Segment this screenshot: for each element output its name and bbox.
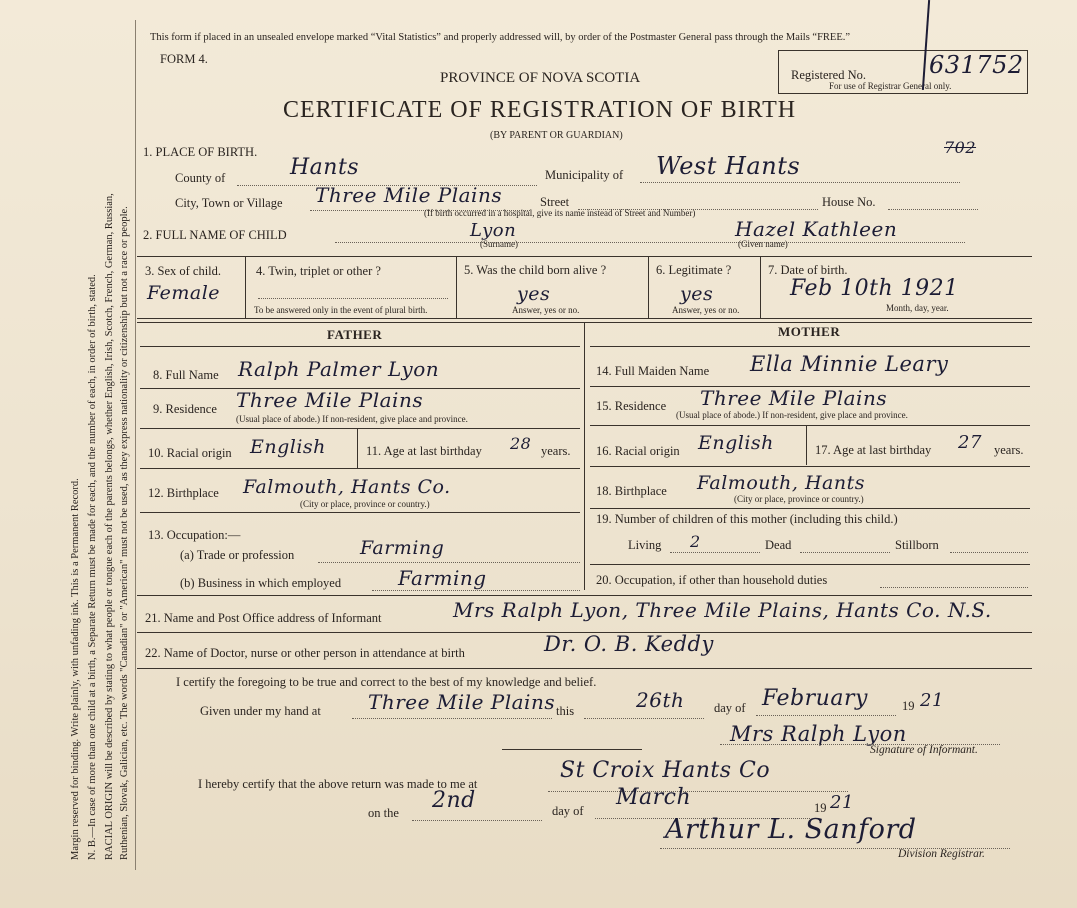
registrar-place-value: St Croix Hants Co xyxy=(560,758,771,783)
registration-box xyxy=(778,50,1028,94)
dob-value: Feb 10th 1921 xyxy=(790,276,959,301)
father-age-label: 11. Age at last birthday xyxy=(366,444,482,458)
row-rule xyxy=(140,346,580,347)
given-month-value: February xyxy=(762,686,868,711)
row-rule xyxy=(140,468,580,469)
col-rule xyxy=(456,256,457,318)
mother-age-label: 17. Age at last birthday xyxy=(815,443,932,457)
house-label: House No. xyxy=(822,195,876,209)
form-number: FORM 4. xyxy=(160,52,208,66)
mother-residence-label: 15. Residence xyxy=(596,399,667,413)
col-rule xyxy=(245,256,246,318)
business-line xyxy=(372,590,580,591)
surname-note: (Surname) xyxy=(480,239,518,249)
racial-note-b: Ruthenian, Slovak, Galician, etc. The words "Canadian" or "American" must not be used, as they express nationality or citizenship but not a race or people. xyxy=(119,206,130,860)
row-rule xyxy=(137,256,1032,257)
mother-name-label: 14. Full Maiden Name xyxy=(596,364,710,378)
living-line xyxy=(670,552,760,553)
province-heading: PROVINCE OF NOVA SCOTIA xyxy=(440,70,641,86)
mother-birthplace-note: (City or place, province or country.) xyxy=(734,494,864,504)
given-under-label: Given under my hand at xyxy=(200,704,321,718)
mother-age-value: 27 xyxy=(958,432,982,453)
day-line xyxy=(584,718,704,719)
center-rule xyxy=(584,322,585,590)
certificate-subtitle: (BY PARENT OR GUARDIAN) xyxy=(490,130,623,141)
dob-note: Month, day, year. xyxy=(886,303,949,313)
municipality-label: Municipality of xyxy=(545,168,624,182)
registrar-month-value: March xyxy=(616,785,692,810)
row-rule xyxy=(590,466,1030,467)
twin-label: 4. Twin, triplet or other ? xyxy=(256,264,381,278)
mother-birthplace-value: Falmouth, Hants xyxy=(697,472,865,494)
col-rule xyxy=(806,425,807,465)
father-name-value: Ralph Palmer Lyon xyxy=(238,357,440,381)
nb-note: N. B.—In case of more than one child at a birth, a Separate Return must be made for each, and the number of each, in order of birth, stated. xyxy=(87,274,98,860)
mother-birthplace-label: 18. Birthplace xyxy=(596,484,667,498)
given-day-label: day of xyxy=(714,701,746,715)
hospital-note: (If birth occurred in a hospital, give its name instead of Street and Number) xyxy=(424,208,696,218)
mother-name-value: Ella Minnie Leary xyxy=(750,352,949,376)
city-value: Three Mile Plains xyxy=(315,183,503,207)
place-of-birth-label: 1. PLACE OF BIRTH. xyxy=(143,145,258,159)
mother-race-value: English xyxy=(698,432,774,454)
row-rule xyxy=(590,346,1030,347)
father-race-value: English xyxy=(250,436,326,458)
given-day-value: 26th xyxy=(636,688,685,712)
street-label: Street xyxy=(540,195,570,209)
trade-line xyxy=(318,562,580,563)
informant-label: 21. Name and Post Office address of Informant xyxy=(145,611,382,625)
father-birthplace-note: (City or place, province or country.) xyxy=(300,499,430,509)
alive-note: Answer, yes or no. xyxy=(512,305,580,315)
row-rule xyxy=(137,595,1032,596)
legitimate-label: 6. Legitimate ? xyxy=(656,263,732,277)
row-rule xyxy=(137,318,1032,319)
given-year-value: 21 xyxy=(920,690,944,711)
binding-note: Margin reserved for binding. Write plainly, with unfading ink. This is a Permanent Record. xyxy=(70,478,81,860)
registrar-statement: I hereby certify that the above return was made to me at xyxy=(198,777,478,791)
legitimate-value: yes xyxy=(680,283,714,305)
business-value: Farming xyxy=(398,566,487,590)
mother-residence-note: (Usual place of abode.) If non-resident, give place and province. xyxy=(676,410,908,420)
father-race-label: 10. Racial origin xyxy=(148,446,232,460)
col-rule xyxy=(760,256,761,318)
given-name-note: (Given name) xyxy=(738,239,788,249)
child-name-label: 2. FULL NAME OF CHILD xyxy=(143,228,287,242)
dob-label: 7. Date of birth. xyxy=(768,263,848,277)
given-place-value: Three Mile Plains xyxy=(368,690,556,714)
given-place-line xyxy=(352,718,552,719)
city-label: City, Town or Village xyxy=(175,196,283,210)
registered-number: 631752 xyxy=(929,51,1024,79)
registrar-signature-label: Division Registrar. xyxy=(898,848,985,860)
father-residence-note: (Usual place of abode.) If non-resident, give place and province. xyxy=(236,414,468,424)
municipality-value: West Hants xyxy=(656,152,801,180)
child-name-line xyxy=(335,242,965,243)
house-line xyxy=(888,209,978,210)
stillborn-label: Stillborn xyxy=(895,538,939,552)
father-birthplace-value: Falmouth, Hants Co. xyxy=(243,476,451,498)
dead-label: Dead xyxy=(765,538,792,552)
father-heading: FATHER xyxy=(327,327,383,342)
registrar-year-value: 21 xyxy=(830,792,854,813)
business-label: (b) Business in which employed xyxy=(180,576,342,590)
row-rule xyxy=(137,668,1032,669)
mother-age-unit: years. xyxy=(994,443,1024,457)
child-given-name: Hazel Kathleen xyxy=(735,217,898,241)
mother-occupation-line xyxy=(880,587,1028,588)
doctor-value: Dr. O. B. Keddy xyxy=(544,632,714,656)
municipality-line xyxy=(640,182,960,183)
mother-occupation-label: 20. Occupation, if other than household duties xyxy=(596,573,828,587)
row-rule xyxy=(140,428,580,429)
registrar-place-line xyxy=(548,791,848,792)
father-age-value: 28 xyxy=(510,434,532,453)
corner-number: 702 xyxy=(944,138,977,157)
alive-value: yes xyxy=(517,283,551,305)
county-value: Hants xyxy=(290,155,360,180)
father-name-label: 8. Full Name xyxy=(153,368,219,382)
registrar-signature: Arthur L. Sanford xyxy=(665,814,917,845)
children-count-label: 19. Number of children of this mother (including this child.) xyxy=(596,512,898,526)
given-year-prefix: 19 xyxy=(902,699,915,713)
row-rule xyxy=(140,512,580,513)
father-age-unit: years. xyxy=(541,444,571,458)
stillborn-line xyxy=(950,552,1028,553)
mother-residence-value: Three Mile Plains xyxy=(700,386,888,410)
informant-signature-label: Signature of Informant. xyxy=(870,744,978,756)
living-value: 2 xyxy=(690,532,701,551)
father-residence-value: Three Mile Plains xyxy=(236,388,424,412)
registered-label: Registered No. xyxy=(791,68,866,82)
registrar-day-label: day of xyxy=(552,804,584,818)
row-rule xyxy=(590,508,1030,509)
certificate-title: CERTIFICATE OF REGISTRATION OF BIRTH xyxy=(283,97,797,123)
mother-heading: MOTHER xyxy=(778,324,841,339)
registrar-day-line xyxy=(412,820,542,821)
county-label: County of xyxy=(175,171,226,185)
month-line xyxy=(756,715,896,716)
legitimate-note: Answer, yes or no. xyxy=(672,305,740,315)
separator-rule xyxy=(502,749,642,750)
on-the-label: on the xyxy=(368,806,399,820)
registrar-day-value: 2nd xyxy=(432,788,476,813)
father-birthplace-label: 12. Birthplace xyxy=(148,486,219,500)
sex-value: Female xyxy=(147,282,221,304)
certify-statement: I certify the foregoing to be true and correct to the best of my knowledge and belief. xyxy=(176,675,597,689)
child-surname: Lyon xyxy=(470,220,517,241)
trade-label: (a) Trade or profession xyxy=(180,548,295,562)
informant-value: Mrs Ralph Lyon, Three Mile Plains, Hants Co. N.S. xyxy=(453,598,992,622)
col-rule xyxy=(648,256,649,318)
this-label: this xyxy=(556,704,575,718)
margin-rule xyxy=(135,20,136,870)
dead-line xyxy=(800,552,890,553)
father-occupation-label: 13. Occupation:— xyxy=(148,528,241,542)
col-rule xyxy=(357,428,358,468)
twin-line xyxy=(258,298,448,299)
twin-note: To be answered only in the event of plural birth. xyxy=(254,305,428,315)
informant-signature: Mrs Ralph Lyon xyxy=(730,722,907,746)
living-label: Living xyxy=(628,538,662,552)
mother-race-label: 16. Racial origin xyxy=(596,444,680,458)
trade-value: Farming xyxy=(360,537,445,559)
registrar-only-note: For use of Registrar General only. xyxy=(829,81,952,91)
row-rule xyxy=(590,425,1030,426)
racial-note-a: RACIAL ORIGIN will be described by stating to what people or tongue each of the parents belongs, whether English, Irish, Scotch, French, German, Russian, xyxy=(104,193,115,860)
postal-note: This form if placed in an unsealed envelope marked “Vital Statistics” and properly addressed will, by order of the Postmaster General pass through the Mails “FREE.” xyxy=(150,32,851,43)
row-rule xyxy=(590,564,1030,565)
father-residence-label: 9. Residence xyxy=(153,402,217,416)
alive-label: 5. Was the child born alive ? xyxy=(464,263,607,277)
registrar-year-prefix: 19 xyxy=(814,801,827,815)
sex-label: 3. Sex of child. xyxy=(145,264,222,278)
doctor-label: 22. Name of Doctor, nurse or other person in attendance at birth xyxy=(145,646,465,660)
